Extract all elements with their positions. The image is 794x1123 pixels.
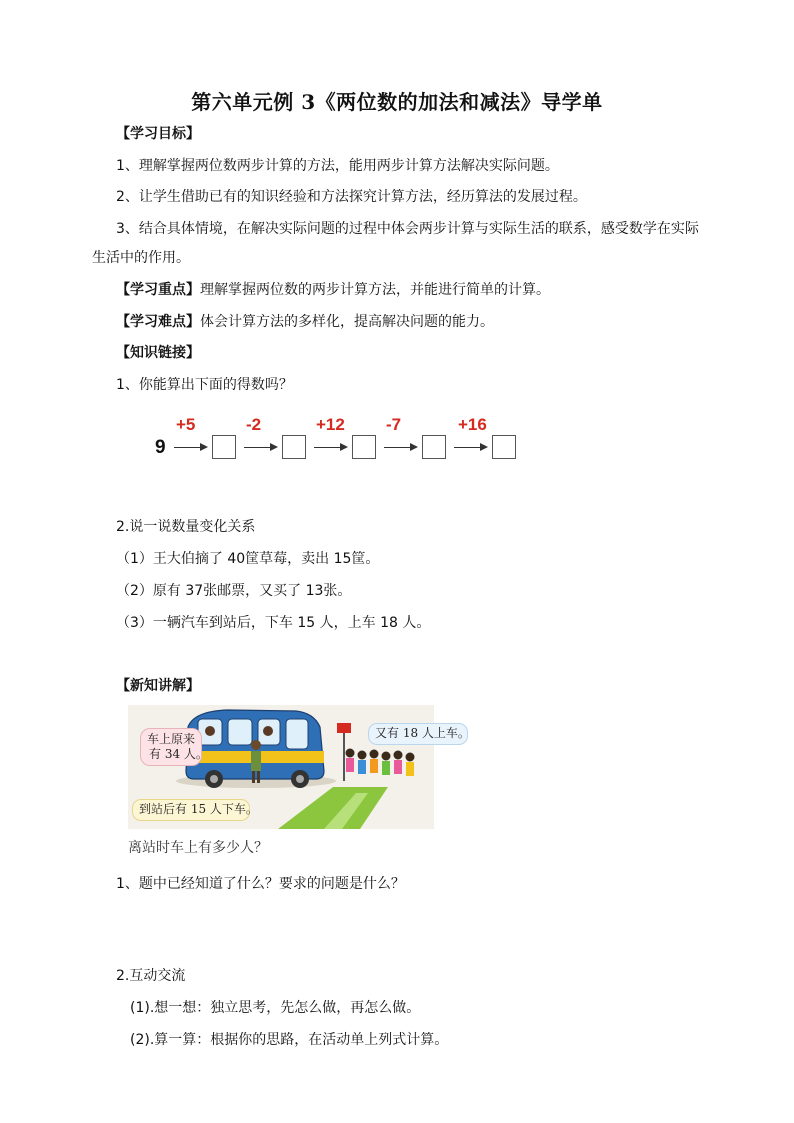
passenger	[263, 726, 273, 736]
operation-minus-2: -2	[246, 415, 262, 434]
speech-bubble-bottom	[132, 799, 258, 821]
bus-wheel-hub	[210, 775, 218, 783]
operation-minus-7: -7	[386, 415, 402, 434]
kid-head	[346, 749, 355, 758]
bubble-right-text: 又有 18 人上车。	[375, 726, 470, 740]
key-point-text: 理解掌握两位数的两步计算方法，并能进行简单的计算。	[200, 282, 550, 298]
arrow-line	[454, 447, 480, 448]
kid-body	[382, 761, 390, 775]
kid-head	[358, 751, 367, 760]
difficulty-label: 【学习难点】	[116, 314, 200, 330]
bus-window	[228, 719, 252, 745]
bubble-left-line-1: 车上原来	[147, 732, 196, 746]
difficulty	[116, 312, 494, 332]
arrow-head	[410, 443, 418, 451]
bus-stop-pole	[343, 727, 345, 781]
bubble-left-line-2: 有 34 人。	[149, 747, 208, 761]
knowledge-question-2: 2.说一说数量变化关系	[116, 519, 256, 535]
goal-item-1: 1、理解掌握两位数两步计算的方法，能用两步计算方法解决实际问题。	[116, 158, 559, 174]
kid-head	[394, 751, 403, 760]
kid-head	[370, 750, 379, 759]
passenger	[205, 726, 215, 736]
kid-body	[358, 760, 366, 774]
goal-item-3-continued: 生活中的作用。	[92, 250, 190, 266]
kid-body	[370, 759, 378, 773]
step-think: (1).想一想：独立思考，先怎么做，再怎么做。	[130, 1000, 421, 1016]
key-point-label: 【学习重点】	[116, 282, 200, 298]
answer-box-2[interactable]	[282, 435, 306, 459]
page-title: 第六单元例 3《两位数的加法和减法》导学单	[191, 90, 603, 114]
answer-box-4[interactable]	[422, 435, 446, 459]
operation-plus-12: +12	[316, 415, 345, 434]
bubble-bottom-text: 到站后有 15 人下车。	[139, 802, 258, 816]
difficulty-text: 体会计算方法的多样化，提高解决问题的能力。	[200, 314, 494, 330]
kid-body	[394, 760, 402, 774]
goal-item-2: 2、让学生借助已有的知识经验和方法探究计算方法，经历算法的发展过程。	[116, 189, 587, 205]
knowledge-header: 【知识链接】	[116, 345, 200, 361]
bus-door	[286, 719, 308, 749]
knowledge-question-1: 1、你能算出下面的得数吗？	[116, 377, 293, 393]
relation-item-2: （2）原有 37张邮票，又买了 13张。	[116, 583, 352, 599]
man-leg	[257, 771, 260, 783]
answer-box-5[interactable]	[492, 435, 516, 459]
new-knowledge-header: 【新知讲解】	[116, 678, 200, 694]
kid-body	[346, 758, 354, 772]
speech-bubble-right	[368, 723, 468, 745]
answer-box-3[interactable]	[352, 435, 376, 459]
man-leg	[252, 771, 255, 783]
arrow-head	[270, 443, 278, 451]
bus-stop-sign	[337, 723, 351, 733]
speech-bubble-left	[140, 728, 208, 766]
arrow-head	[200, 443, 208, 451]
arrow-head	[480, 443, 488, 451]
new-knowledge-question-2: 2.互动交流	[116, 968, 186, 984]
relation-item-3: （3）一辆汽车到站后，下车 15 人，上车 18 人。	[116, 615, 431, 631]
relation-item-1: （1）王大伯摘了 40筐草莓，卖出 15筐。	[116, 551, 380, 567]
kid-head	[382, 752, 391, 761]
operation-plus-16: +16	[458, 415, 487, 434]
arrow-head	[340, 443, 348, 451]
arrow-line	[314, 447, 340, 448]
answer-box-1[interactable]	[212, 435, 236, 459]
goals-header: 【学习目标】	[116, 126, 200, 142]
operation-plus-5: +5	[176, 415, 196, 434]
new-knowledge-question-1: 1、题中已经知道了什么？要求的问题是什么？	[116, 876, 405, 892]
arrow-line	[244, 447, 270, 448]
waiting-kids	[346, 749, 415, 777]
kid-body	[406, 762, 414, 776]
man-body	[251, 751, 261, 771]
arrow-line	[384, 447, 410, 448]
chain-start-number: 9	[155, 437, 166, 458]
kid-head	[406, 753, 415, 762]
arrow-line	[174, 447, 200, 448]
man-head	[251, 740, 261, 750]
key-point	[116, 280, 550, 300]
goal-item-3: 3、结合具体情境，在解决实际问题的过程中体会两步计算与实际生活的联系，感受数学在实际	[116, 221, 699, 237]
step-calculate: (2).算一算：根据你的思路，在活动单上列式计算。	[130, 1032, 449, 1048]
scene-question: 离站时车上有多少人？	[128, 840, 268, 856]
bus-wheel-hub	[296, 775, 304, 783]
